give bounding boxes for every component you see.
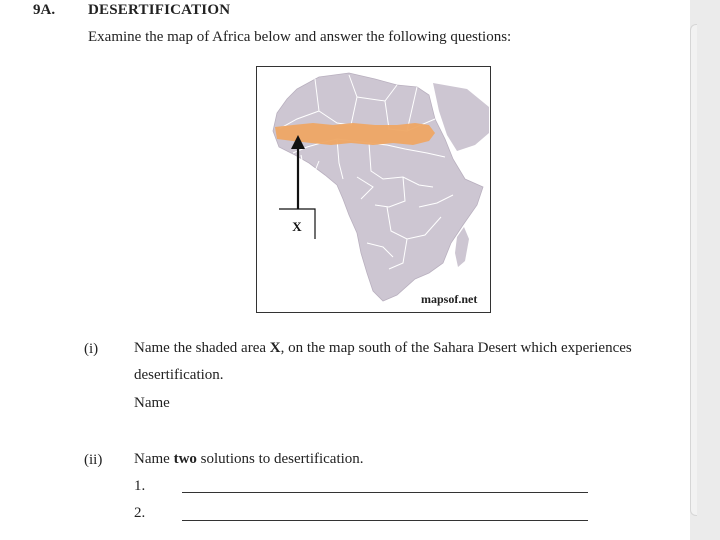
instruction-text: Examine the map of Africa below and answer the following questions: — [88, 29, 512, 45]
part-i-text-1: Name the shaded area — [134, 340, 270, 356]
part-i-text-2: , on the map south of the Sahara Desert which experiences — [280, 340, 632, 356]
part-i-question — [134, 335, 632, 389]
africa-map — [256, 66, 491, 313]
right-margin-panel — [690, 0, 720, 540]
part-i-label: (i) — [84, 341, 99, 357]
panel-edge — [690, 24, 697, 516]
question-title: DESERTIFICATION — [88, 2, 231, 18]
part-ii-label: (ii) — [84, 452, 103, 468]
part-i-text-3: desertification. — [134, 367, 224, 383]
marker-label-x: X — [292, 219, 302, 234]
answer-line-2[interactable] — [182, 520, 588, 521]
answer-number-1: 1. — [134, 478, 146, 494]
answer-number-2: 2. — [134, 505, 146, 521]
part-ii-question — [134, 446, 364, 473]
marker-arrow — [291, 135, 305, 217]
part-ii-text-1: Name — [134, 451, 174, 467]
part-ii-text-bold: two — [173, 451, 197, 467]
part-i-name-prompt: Name — [134, 395, 170, 411]
answer-line-1[interactable] — [182, 492, 588, 493]
part-i-text-bold: X — [269, 340, 281, 356]
map-credit: mapsof.net — [421, 292, 478, 306]
africa-map-drawing — [257, 67, 490, 312]
question-number: 9A. — [33, 2, 56, 18]
part-ii-text-2: solutions to desertification. — [196, 451, 364, 467]
